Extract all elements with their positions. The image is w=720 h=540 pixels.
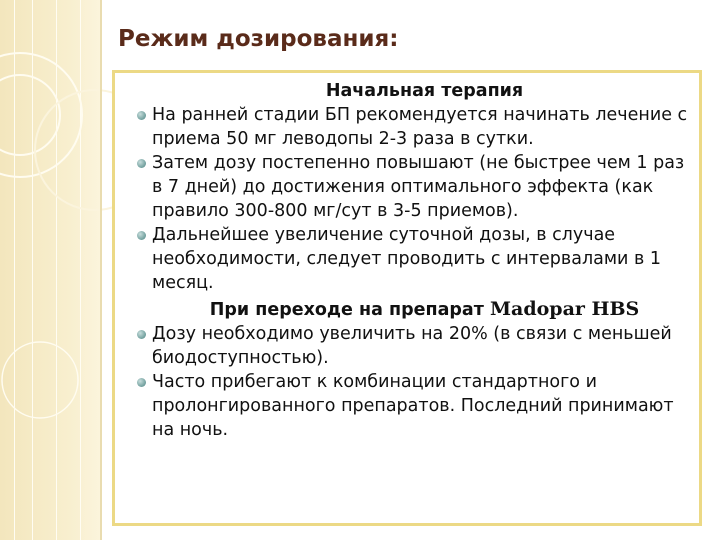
list-item-text: Часто прибегают к комбинации стандартного и пролонгированного препаратов. Последний принимают на ночь.	[152, 372, 674, 440]
list-item	[137, 223, 697, 295]
bullet-icon	[137, 231, 146, 240]
brand-name: Madopar HBS	[489, 298, 640, 320]
list-item	[137, 322, 697, 370]
list-item-text: Затем дозу постепенно повышают (не быстрее чем 1 раз в 7 дней) до достижения оптимального эффекта (как правило 300-800 мг/сут в 3-5 приемов).	[152, 153, 685, 221]
bullet-list-madopar	[137, 322, 697, 442]
slide-title: Режим дозирования:	[118, 26, 399, 52]
content-area	[137, 79, 697, 442]
bullet-icon	[137, 330, 146, 339]
list-item	[137, 103, 697, 151]
list-item	[137, 151, 697, 223]
list-item-text: На ранней стадии БП рекомендуется начинать лечение с приема 50 мг леводопы 2-3 раза в сутки.	[152, 105, 688, 149]
list-item	[137, 370, 697, 442]
content-box	[112, 70, 702, 526]
band-edge	[100, 0, 102, 540]
section-heading-madopar	[137, 297, 697, 322]
bullet-list-initial-therapy	[137, 103, 697, 295]
section-heading-prefix: При переходе на препарат	[209, 300, 484, 320]
list-item-text: Дозу необходимо увеличить на 20% (в связи с меньшей биодоступностью).	[152, 324, 672, 368]
list-item-text: Дальнейшее увеличение суточной дозы, в случае необходимости, следует проводить с интервалами в 1 месяц.	[152, 225, 662, 293]
bullet-icon	[137, 378, 146, 387]
bullet-icon	[137, 111, 146, 120]
bullet-icon	[137, 159, 146, 168]
section-heading-initial-therapy: Начальная терапия	[325, 81, 524, 101]
